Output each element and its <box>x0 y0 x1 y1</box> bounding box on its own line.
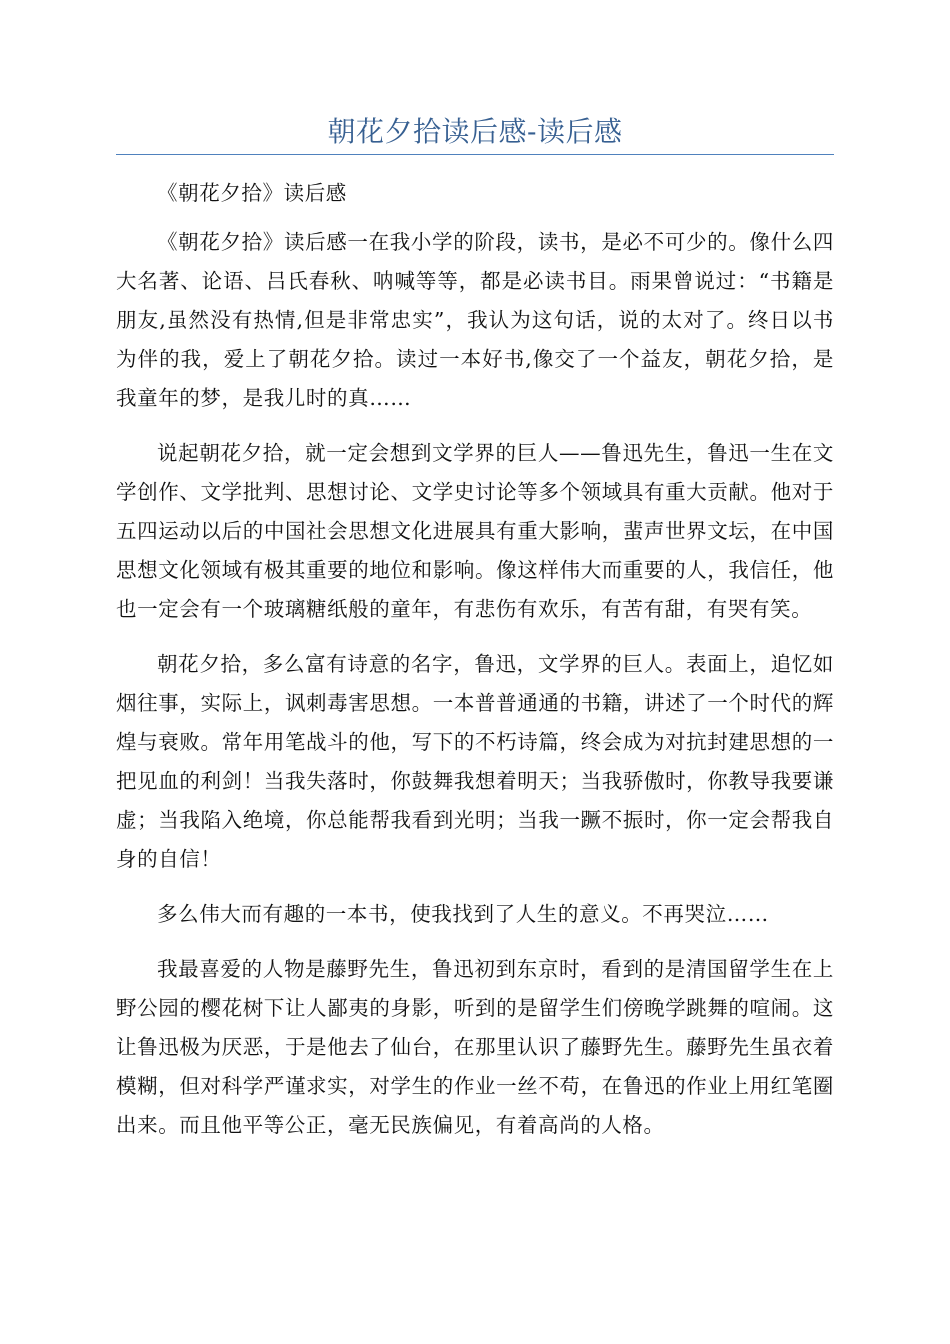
title-underline <box>116 154 834 155</box>
paragraph: 《朝花夕拾》读后感一在我小学的阶段，读书，是必不可少的。像什么四大名著、论语、吕氏春秋、呐喊等等，都是必读书目。雨果曾说过：“书籍是朋友,虽然没有热情,但是非常忠实”，我认为这句话，说的太对了。终日以书为伴的我，爱上了朝花夕拾。读过一本好书,像交了一个益友，朝花夕拾，是我童年的梦，是我儿时的真…… <box>116 230 834 410</box>
paragraph: 多么伟大而有趣的一本书，使我找到了人生的意义。不再哭泣…… <box>157 902 769 926</box>
document-title: 朝花夕拾读后感-读后感 <box>327 115 623 148</box>
document-body <box>116 174 834 1161</box>
paragraph: 我最喜爱的人物是藤野先生，鲁迅初到东京时，看到的是清国留学生在上野公园的樱花树下让人鄙夷的身影，听到的是留学生们傍晚学跳舞的喧闹。这让鲁迅极为厌恶，于是他去了仙台，在那里认识了藤野先生。藤野先生虽衣着模糊，但对科学严谨求实，对学生的作业一丝不苟，在鲁迅的作业上用红笔圈出来。而且他平等公正，毫无民族偏见，有着高尚的人格。 <box>116 957 834 1137</box>
paragraph: 朝花夕拾，多么富有诗意的名字，鲁迅，文学界的巨人。表面上，追忆如烟往事，实际上，讽刺毒害思想。一本普普通通的书籍，讲述了一个时代的辉煌与衰败。常年用笔战斗的他，写下的不朽诗篇，终会成为对抗封建思想的一把见血的利剑！当我失落时，你鼓舞我想着明天；当我骄傲时，你教导我要谦虚；当我陷入绝境，你总能帮我看到光明；当我一蹶不振时，你一定会帮我自身的自信！ <box>116 652 834 871</box>
paragraph-heading: 《朝花夕拾》读后感 <box>157 181 347 205</box>
paragraph: 说起朝花夕拾，就一定会想到文学界的巨人——鲁迅先生，鲁迅一生在文学创作、文学批判、思想讨论、文学史讨论等多个领域具有重大贡献。他对于五四运动以后的中国社会思想文化进展具有重大影响，蜚声世界文坛，在中国思想文化领域有极其重要的地位和影响。像这样伟大而重要的人，我信任，他也一定会有一个玻璃糖纸般的童年，有悲伤有欢乐，有苦有甜，有哭有笑。 <box>116 441 834 621</box>
